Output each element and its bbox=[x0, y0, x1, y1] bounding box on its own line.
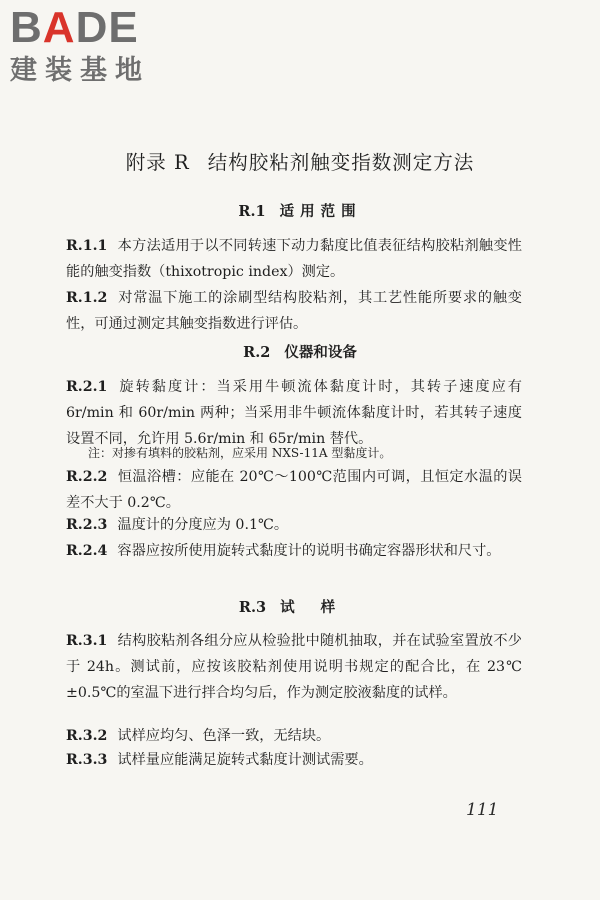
clause-number: R.2.3 bbox=[66, 517, 108, 533]
clause-number: R.1.1 bbox=[66, 238, 108, 254]
clause-r-2-3 bbox=[66, 512, 522, 538]
appendix-title bbox=[0, 146, 600, 180]
clause-number: R.3.3 bbox=[66, 752, 108, 768]
clause-number: R.3.2 bbox=[66, 728, 108, 744]
logo-accent-letter: A bbox=[42, 3, 76, 52]
note-text: 注：对掺有填料的胶粘剂，应采用 NXS-11A 型黏度计。 bbox=[88, 446, 392, 460]
logo-wordmark: BADE bbox=[10, 3, 139, 52]
clause-r-3-1 bbox=[66, 628, 522, 706]
clause-text: 旋转黏度计：当采用牛顿流体黏度计时，其转子速度应有 6r/min 和 60r/min 两种；当采用非牛顿流体黏度计时，若其转子速度设置不同，允许用 5.6r/min 和 65r/min 替代。 bbox=[66, 379, 522, 447]
clause-text: 结构胶粘剂各组分应从检验批中随机抽取，并在试验室置放不少于 24h。测试前，应按该胶粘剂使用说明书规定的配合比，在 23℃±0.5℃的室温下进行拌合均匀后，作为测定胶液黏度的试样。 bbox=[66, 633, 522, 701]
clause-number: R.3.1 bbox=[66, 633, 108, 649]
clause-number: R.2.4 bbox=[66, 543, 108, 559]
clause-r-2-1 bbox=[66, 374, 522, 452]
clause-number: R.2.2 bbox=[66, 469, 108, 485]
clause-text: 试样量应能满足旋转式黏度计测试需要。 bbox=[117, 752, 373, 768]
clause-r-2-2 bbox=[66, 464, 522, 516]
clause-text: 试样应均匀、色泽一致，无结块。 bbox=[117, 728, 331, 744]
page-number: 111 bbox=[466, 800, 499, 820]
appendix-title-text: 结构胶粘剂触变指数测定方法 bbox=[207, 151, 475, 174]
clause-text: 对常温下施工的涂刷型结构胶粘剂，其工艺性能所要求的触变性，可通过测定其触变指数进行评估。 bbox=[66, 290, 522, 332]
clause-r-1-2 bbox=[66, 285, 522, 337]
clause-text: 恒温浴槽：应能在 20℃～100℃范围内可调，且恒定水温的误差不大于 0.2℃。 bbox=[66, 469, 522, 511]
logo-subtitle: 建装基地 bbox=[10, 55, 150, 86]
clause-r-3-3 bbox=[66, 747, 522, 773]
clause-number: R.1.2 bbox=[66, 290, 108, 306]
section-heading-r3: R.3 试样 bbox=[238, 599, 362, 616]
clause-r-1-1 bbox=[66, 233, 522, 285]
section-heading-r2: R.2 仪器和设备 bbox=[243, 344, 357, 361]
bade-logo bbox=[10, 3, 180, 86]
clause-r-2-4 bbox=[66, 538, 522, 564]
clause-text: 温度计的分度应为 0.1℃。 bbox=[117, 517, 289, 533]
clause-text: 本方法适用于以不同转速下动力黏度比值表征结构胶粘剂触变性能的触变指数（thixotropic index）测定。 bbox=[66, 238, 522, 280]
clause-r-3-2 bbox=[66, 723, 522, 749]
section-heading-r1: R.1 适用范围 bbox=[238, 203, 362, 220]
clause-number: R.2.1 bbox=[66, 379, 108, 395]
appendix-label: 附录 R bbox=[125, 151, 190, 174]
clause-text: 容器应按所使用旋转式黏度计的说明书确定容器形状和尺寸。 bbox=[117, 543, 501, 559]
